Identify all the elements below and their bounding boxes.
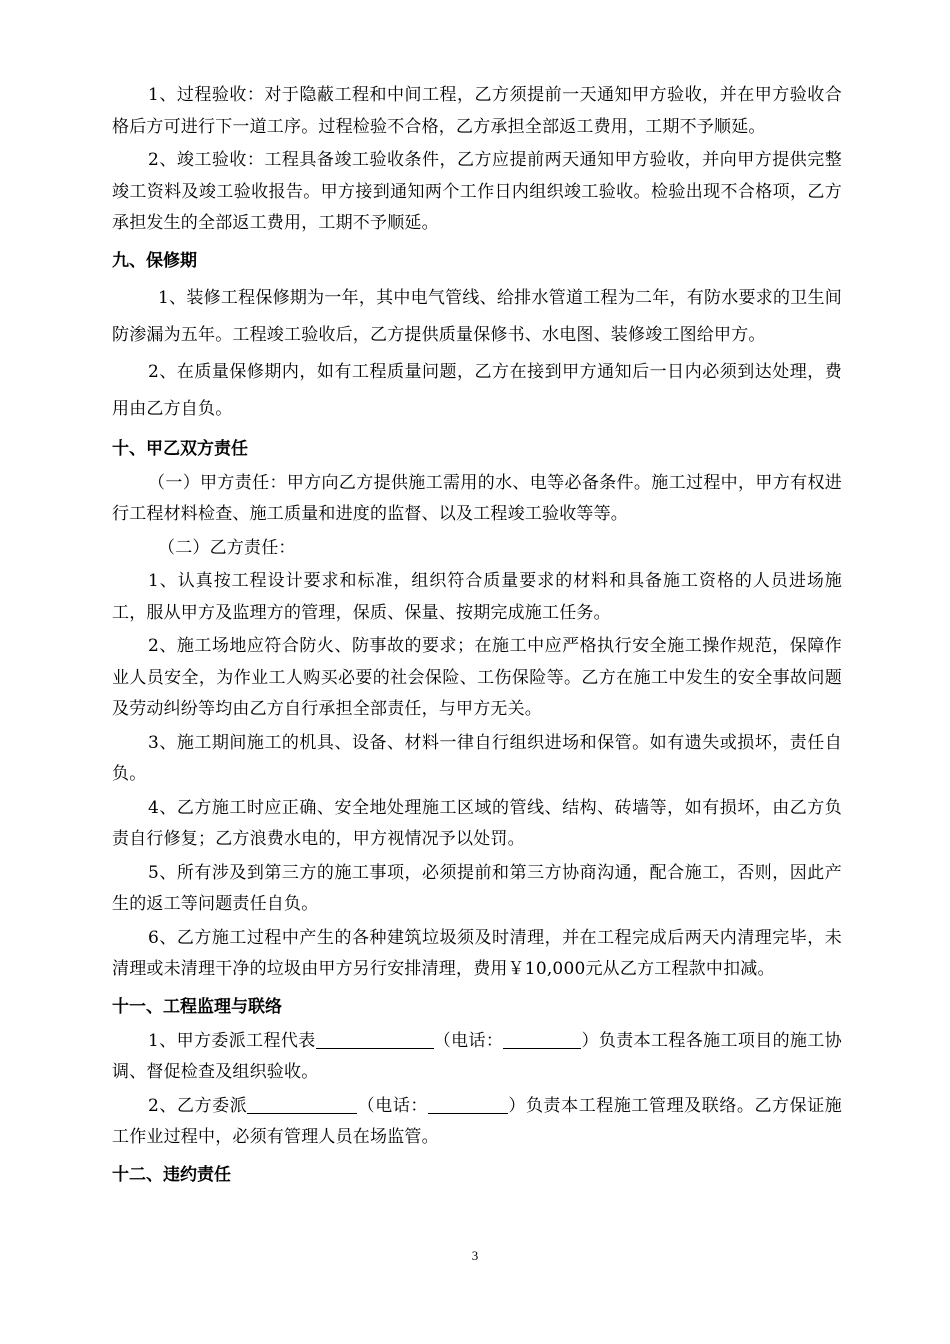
section-heading-responsibilities: 十、甲乙双方责任 <box>112 438 248 459</box>
supervision-2-text-b: （电话： <box>357 1095 428 1116</box>
party-a-responsibility: （一）甲方责任：甲方向乙方提供施工需用的水、电等必备条件。施工过程中，甲方有权进行工程材料检查、施工质量和进度的监督、以及工程竣工验收等等。 <box>112 472 842 524</box>
contractor-name-blank <box>247 1093 357 1114</box>
party-b-item-4: 4、乙方施工时应正确、安全地处理施工区域的管线、结构、砖墙等，如有损坏，由乙方负责自行修复；乙方浪费水电的，甲方视情况予以处罚。 <box>112 797 842 849</box>
document-body <box>112 80 842 1194</box>
representative-name-blank <box>316 1028 434 1049</box>
party-b-item-5: 5、所有涉及到第三方的施工事项，必须提前和第三方协商沟通，配合施工，否则，因此产生的返工等问题责任自负。 <box>112 862 842 914</box>
supervision-2-text-a: 2、乙方委派 <box>148 1095 248 1116</box>
representative-phone-blank <box>503 1028 581 1049</box>
section-heading-warranty: 九、保修期 <box>112 250 197 271</box>
warranty-paragraph-2: 2、在质量保修期内，如有工程质量问题，乙方在接到甲方通知后一日内必须到达处理，费用由乙方自负。 <box>112 361 842 419</box>
party-b-responsibility-title: （二）乙方责任： <box>158 537 296 558</box>
supervision-2-text-c: ）负责本工程施工管理及联络。乙方保证施工作业过程中，必须有管理人员在场监管。 <box>112 1095 842 1147</box>
page-number: 3 <box>471 1248 479 1263</box>
supervision-1-text-a: 1、甲方委派工程代表 <box>148 1030 316 1051</box>
section-heading-breach: 十二、违约责任 <box>112 1164 231 1185</box>
supervision-1-text-c: ）负责本工程各施工项目的施工协调、督促检查及组织验收。 <box>112 1030 842 1082</box>
warranty-paragraph-1: 1、装修工程保修期为一年，其中电气管线、给排水管道工程为二年，有防水要求的卫生间防渗漏为五年。工程竣工验收后，乙方提供质量保修书、水电图、装修竣工图给甲方。 <box>112 287 842 345</box>
acceptance-process-paragraph: 1、过程验收：对于隐蔽工程和中间工程，乙方须提前一天通知甲方验收，并在甲方验收合格后方可进行下一道工序。过程检验不合格，乙方承担全部返工费用，工期不予顺延。 <box>112 85 842 137</box>
contractor-phone-blank <box>428 1093 508 1114</box>
section-heading-supervision: 十一、工程监理与联络 <box>112 996 282 1017</box>
supervision-1-text-b: （电话： <box>433 1030 504 1051</box>
supervision-paragraph-1 <box>112 1026 842 1089</box>
acceptance-completion-paragraph: 2、竣工验收：工程具备竣工验收条件，乙方应提前两天通知甲方验收，并向甲方提供完整竣工资料及竣工验收报告。甲方接到通知两个工作日内组织竣工验收。检验出现不合格项，乙方承担发生的全部返工费用，工期不予顺延。 <box>112 150 842 233</box>
party-b-item-2: 2、施工场地应符合防火、防事故的要求；在施工中应严格执行安全施工操作规范，保障作业人员安全，为作业工人购买必要的社会保险、工伤保险等。乙方在施工中发生的安全事故问题及劳动纠纷等均由乙方自行承担全部责任，与甲方无关。 <box>112 636 842 719</box>
supervision-paragraph-2 <box>112 1091 842 1154</box>
party-b-item-1: 1、认真按工程设计要求和标准，组织符合质量要求的材料和具备施工资格的人员进场施工，服从甲方及监理方的管理，保质、保量、按期完成施工任务。 <box>112 571 842 623</box>
party-b-item-6: 6、乙方施工过程中产生的各种建筑垃圾须及时清理，并在工程完成后两天内清理完毕，未清理或未清理干净的垃圾由甲方另行安排清理，费用￥10,000元从乙方工程款中扣减。 <box>112 927 842 979</box>
party-b-item-3: 3、施工期间施工的机具、设备、材料一律自行组织进场和保管。如有遗失或损坏，责任自负。 <box>112 732 842 784</box>
